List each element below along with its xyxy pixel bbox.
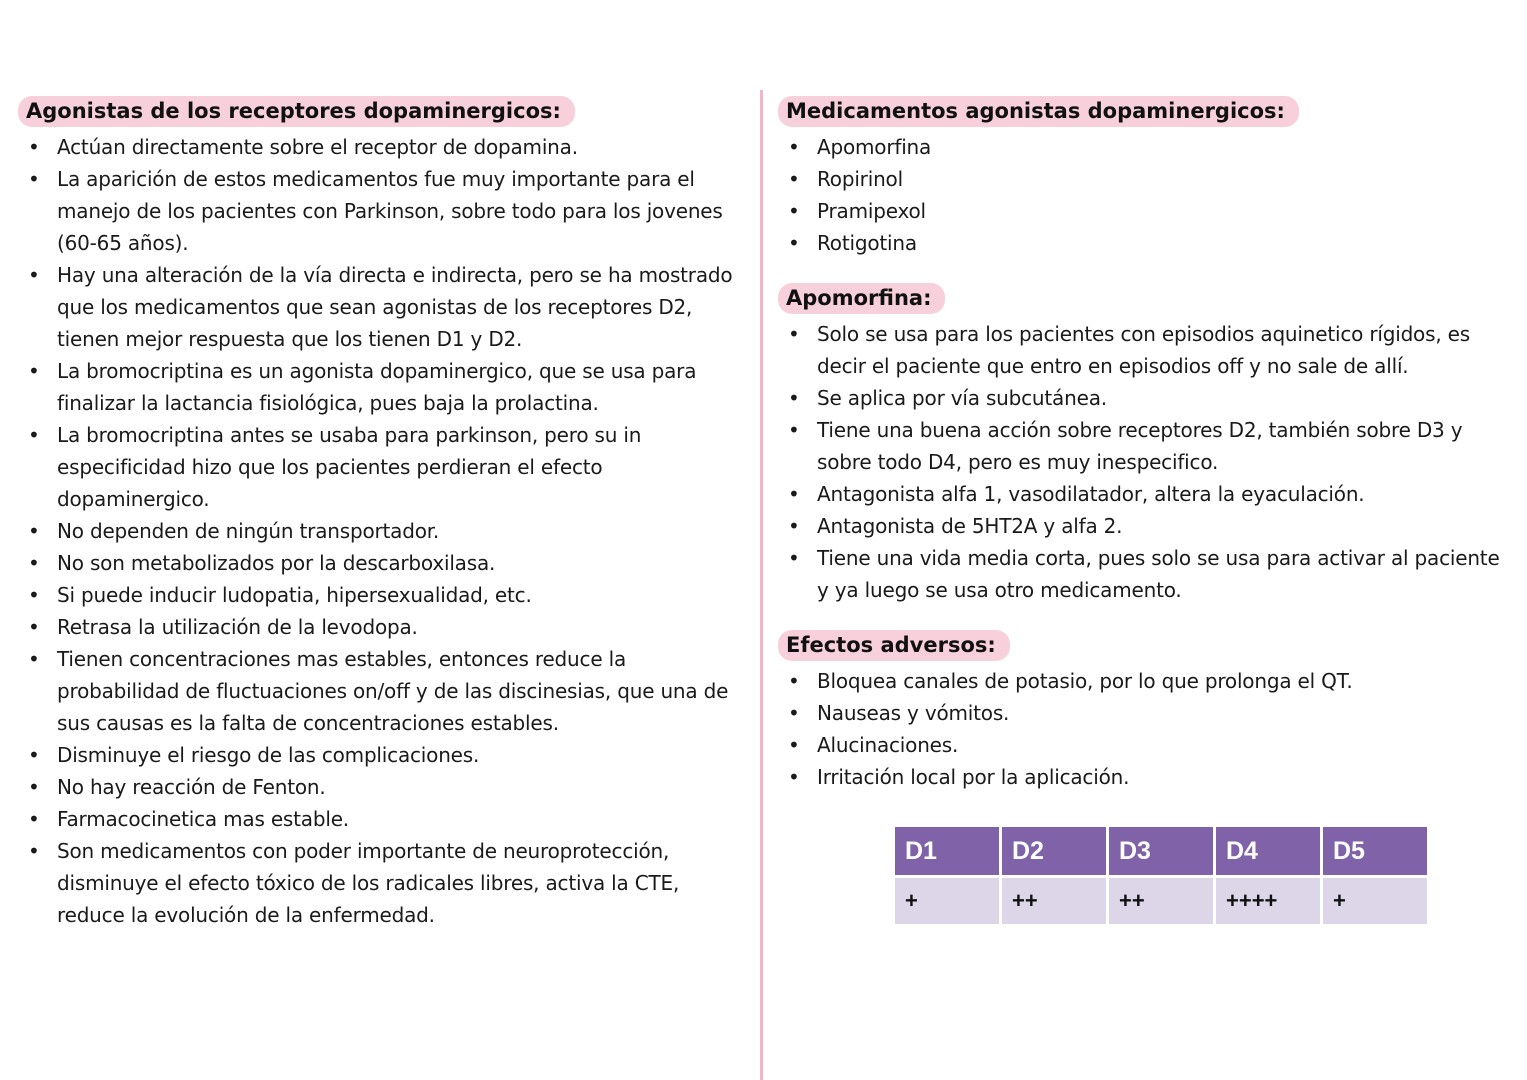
heading-medicamentos: Medicamentos agonistas dopaminergicos: bbox=[778, 96, 1299, 127]
list-item: • Alucinaciones. bbox=[778, 729, 1508, 761]
table-header-row bbox=[895, 827, 1427, 875]
list-item: • Tienen concentraciones mas estables, entonces reduce la probabilidad de fluctuaciones on/off y de las discinesias, que una de sus causas es la falta de concentraciones estables. bbox=[18, 643, 746, 739]
list-item: • Son medicamentos con poder importante de neuroprotección, disminuye el efecto tóxico de los radicales libres, activa la CTE, reduce la evolución de la enfermedad. bbox=[18, 835, 746, 931]
list-item: • Se aplica por vía subcutánea. bbox=[778, 382, 1508, 414]
table-header-cell: D1 bbox=[895, 827, 999, 875]
list-item: • Nauseas y vómitos. bbox=[778, 697, 1508, 729]
list-item: • Irritación local por la aplicación. bbox=[778, 761, 1508, 793]
table-header-cell: D3 bbox=[1109, 827, 1213, 875]
heading-agonistas: Agonistas de los receptores dopaminergicos: bbox=[18, 96, 575, 127]
list-item: • Farmacocinetica mas estable. bbox=[18, 803, 746, 835]
table-cell: ++ bbox=[1109, 878, 1213, 924]
table-header-cell: D5 bbox=[1323, 827, 1427, 875]
list-item: • No dependen de ningún transportador. bbox=[18, 515, 746, 547]
table-header-cell: D2 bbox=[1002, 827, 1106, 875]
list-item: • La bromocriptina antes se usaba para parkinson, pero su in especificidad hizo que los pacientes perdieran el efecto dopaminergico. bbox=[18, 419, 746, 515]
table-cell: + bbox=[1323, 878, 1427, 924]
apomorfina-list bbox=[778, 318, 1508, 606]
list-item: • Hay una alteración de la vía directa e indirecta, pero se ha mostrado que los medicamentos que sean agonistas de los receptores D2, tienen mejor respuesta que los tienen D1 y D2. bbox=[18, 259, 746, 355]
list-item: • Rotigotina bbox=[778, 227, 1508, 259]
table-header-cell: D4 bbox=[1216, 827, 1320, 875]
list-item: • Apomorfina bbox=[778, 131, 1508, 163]
list-item: • Solo se usa para los pacientes con episodios aquinetico rígidos, es decir el paciente que entro en episodios off y no sale de allí. bbox=[778, 318, 1508, 382]
table-cell: + bbox=[895, 878, 999, 924]
table-cell: ++++ bbox=[1216, 878, 1320, 924]
right-column bbox=[778, 96, 1508, 793]
list-item: • Antagonista alfa 1, vasodilatador, altera la eyaculación. bbox=[778, 478, 1508, 510]
list-item: • Tiene una vida media corta, pues solo se usa para activar al paciente y ya luego se usa otro medicamento. bbox=[778, 542, 1508, 606]
list-item: • Ropirinol bbox=[778, 163, 1508, 195]
list-item: • Si puede inducir ludopatia, hipersexualidad, etc. bbox=[18, 579, 746, 611]
efectos-adversos-list bbox=[778, 665, 1508, 793]
table-cell: ++ bbox=[1002, 878, 1106, 924]
list-item: • Tiene una buena acción sobre receptores D2, también sobre D3 y sobre todo D4, pero es muy inespecifico. bbox=[778, 414, 1508, 478]
list-item: • La bromocriptina es un agonista dopaminergico, que se usa para finalizar la lactancia fisiológica, pues baja la prolactina. bbox=[18, 355, 746, 419]
list-item: • Bloquea canales de potasio, por lo que prolonga el QT. bbox=[778, 665, 1508, 697]
list-item: • Antagonista de 5HT2A y alfa 2. bbox=[778, 510, 1508, 542]
medicamentos-list bbox=[778, 131, 1508, 259]
agonistas-list bbox=[18, 131, 746, 931]
table-row bbox=[895, 878, 1427, 924]
list-item: • No son metabolizados por la descarboxilasa. bbox=[18, 547, 746, 579]
receptor-affinity-table bbox=[892, 824, 1430, 927]
list-item: • La aparición de estos medicamentos fue muy importante para el manejo de los pacientes con Parkinson, sobre todo para los jovenes (60-65 años). bbox=[18, 163, 746, 259]
list-item: • No hay reacción de Fenton. bbox=[18, 771, 746, 803]
left-column bbox=[18, 96, 746, 931]
heading-efectos-adversos: Efectos adversos: bbox=[778, 630, 1010, 661]
heading-apomorfina: Apomorfina: bbox=[778, 283, 945, 314]
list-item: • Retrasa la utilización de la levodopa. bbox=[18, 611, 746, 643]
list-item: • Disminuye el riesgo de las complicaciones. bbox=[18, 739, 746, 771]
column-divider bbox=[760, 90, 763, 1080]
list-item: • Actúan directamente sobre el receptor de dopamina. bbox=[18, 131, 746, 163]
list-item: • Pramipexol bbox=[778, 195, 1508, 227]
